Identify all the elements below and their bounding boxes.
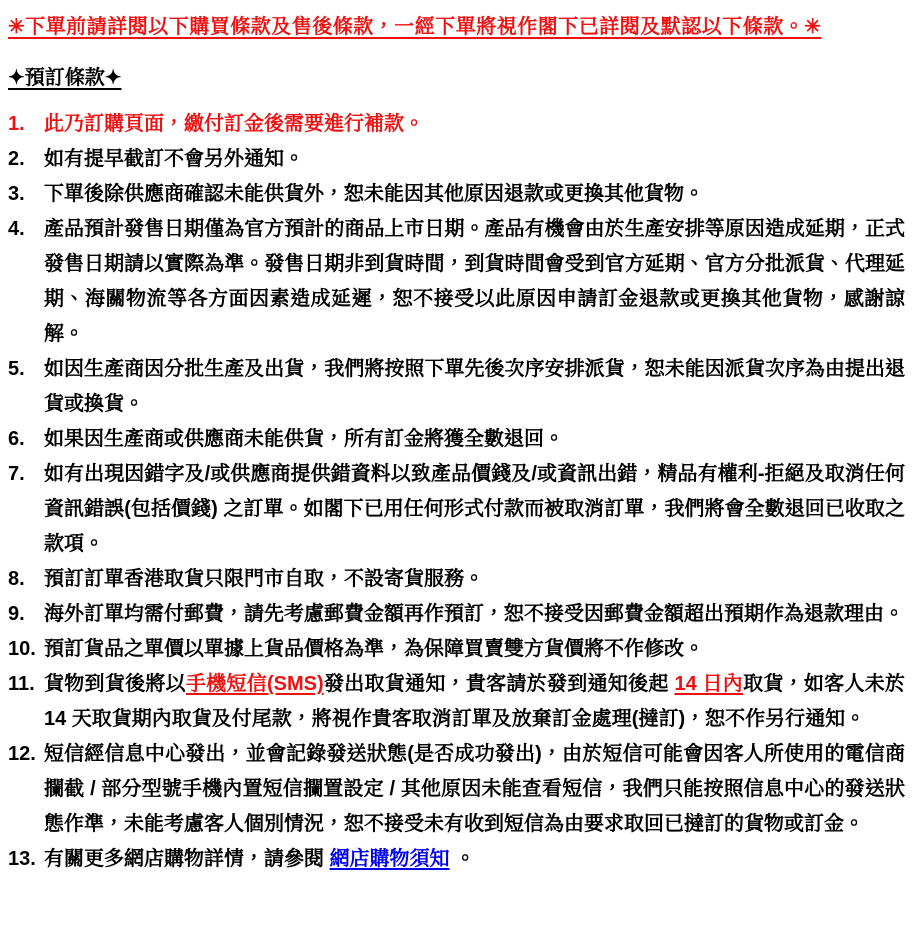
terms-item-12: [8, 737, 905, 842]
item-number: 5.: [8, 358, 25, 380]
item-number: 8.: [8, 568, 25, 590]
plain-text: 此乃訂購頁面，繳付訂金後需要進行補款。: [44, 113, 424, 135]
terms-item-6: [8, 422, 905, 457]
plain-text: 如果因生產商或供應商未能供貨，所有訂金將獲全數退回。: [44, 428, 564, 450]
item-text: [44, 562, 905, 597]
terms-item-3: [8, 177, 905, 212]
terms-item-8: [8, 562, 905, 597]
item-text: [44, 457, 905, 562]
plain-text: 預訂訂單香港取貨只限門市自取，不設寄貨服務。: [44, 568, 484, 590]
sms-notice-highlight: 手機短信(SMS): [185, 673, 324, 695]
item-text: [44, 352, 905, 422]
store-shopping-guide-link[interactable]: 網店購物須知: [329, 848, 450, 870]
item-number: 6.: [8, 428, 25, 450]
plain-text: 取貨，如客人未於 14 天取貨期內取貨及付尾款，將視作貴客取消訂單及放棄訂金處理(撻訂)，恕不作另行通知。: [44, 673, 905, 730]
item-number: 13.: [8, 848, 36, 870]
terms-item-1: [8, 107, 905, 142]
plain-text: 如因生產商因分批生產及出貨，我們將按照下單先後次序安排派貨，恕未能因派貨次序為由提出退貨或換貨。: [44, 358, 905, 415]
terms-item-11: [8, 667, 905, 737]
plain-text: 預訂貨品之單價以單據上貨品價格為準，為保障買賣雙方貨價將不作修改。: [44, 638, 704, 660]
plain-text: 貨物到貨後將以: [44, 673, 186, 695]
terms-item-7: [8, 457, 905, 562]
item-number: 4.: [8, 218, 25, 240]
terms-item-9: [8, 597, 905, 632]
item-number: 11.: [8, 673, 35, 695]
terms-item-10: [8, 632, 905, 667]
plain-text: 短信經信息中心發出，並會記錄發送狀態(是否成功發出)，由於短信可能會因客人所使用的電信商攔截 / 部分型號手機內置短信攔置設定 / 其他原因未能查看短信，我們只能按照信息中心的發送狀態作準，未能考慮客人個別情況，恕不接受未有收到短信為由要求取回已撻訂的貨物或訂金。: [44, 743, 905, 835]
terms-list: [8, 107, 905, 877]
item-text: [44, 597, 905, 632]
item-text: [44, 842, 905, 877]
item-text: [44, 177, 905, 212]
plain-text: 。: [449, 848, 476, 870]
plain-text: 有關更多網店購物詳情，請參閱: [44, 848, 330, 870]
item-number: 10.: [8, 638, 36, 660]
item-number: 12.: [8, 743, 36, 765]
item-number: 7.: [8, 463, 25, 485]
purchase-warning-banner: ✳下單前請詳閱以下購買條款及售後條款，一經下單將視作閣下已詳閱及默認以下條款。✳: [8, 16, 822, 38]
item-number: 2.: [8, 148, 25, 170]
terms-item-2: [8, 142, 905, 177]
terms-item-4: [8, 212, 905, 352]
terms-item-13: [8, 842, 905, 877]
item-text: [44, 632, 905, 667]
item-number: 3.: [8, 183, 25, 205]
terms-item-5: [8, 352, 905, 422]
item-text: [44, 422, 905, 457]
plain-text: 如有提早截訂不會另外通知。: [44, 148, 304, 170]
item-number: 9.: [8, 603, 25, 625]
plain-text: 產品預計發售日期僅為官方預計的商品上市日期。產品有機會由於生產安排等原因造成延期，正式發售日期請以實際為準。發售日期非到貨時間，到貨時間會受到官方延期、官方分批派貨、代理延期、海關物流等各方面因素造成延遲，恕不接受以此原因申請訂金退款或更換其他貨物，感謝諒解。: [44, 218, 905, 345]
item-text: [44, 142, 905, 177]
item-text: [44, 667, 905, 737]
section-title: ✦預訂條款✦: [8, 67, 122, 89]
pickup-deadline-highlight: 14 日內: [674, 673, 744, 695]
item-text: [44, 107, 905, 142]
plain-text: 海外訂單均需付郵費，請先考慮郵費金額再作預訂，恕不接受因郵費金額超出預期作為退款理由。: [44, 603, 904, 625]
plain-text: 發出取貨通知，貴客請於發到通知後起: [323, 673, 675, 695]
item-text: [44, 737, 905, 842]
plain-text: 下單後除供應商確認未能供貨外，恕未能因其他原因退款或更換其他貨物。: [44, 183, 704, 205]
item-text: [44, 212, 905, 352]
plain-text: 如有出現因錯字及/或供應商提供錯資料以致產品價錢及/或資訊出錯，精品有權利-拒絕及取消任何資訊錯誤(包括價錢) 之訂單。如閣下已用任何形式付款而被取消訂單，我們將會全數退回已收取之款項。: [44, 463, 905, 555]
item-number: 1.: [8, 113, 25, 135]
